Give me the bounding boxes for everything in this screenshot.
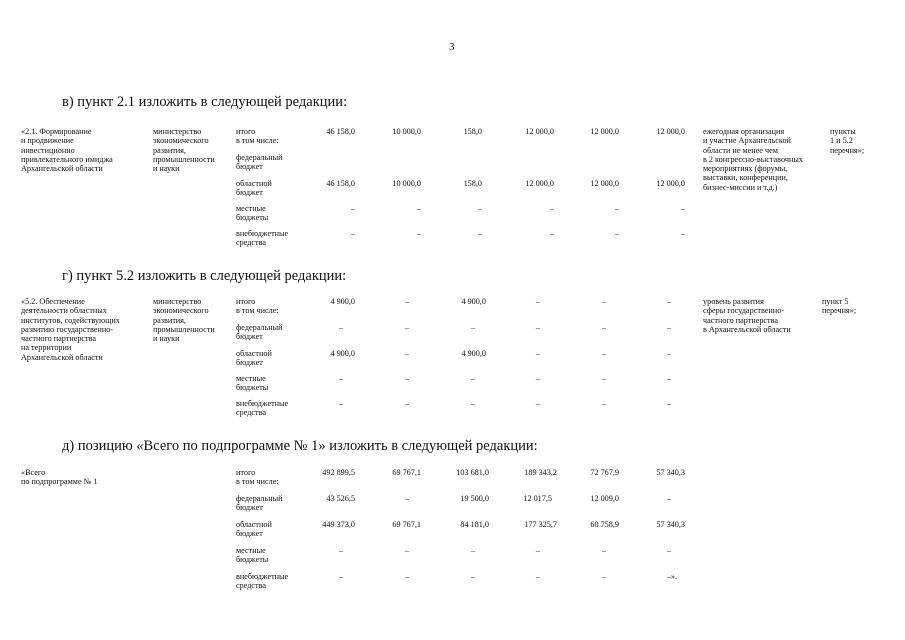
item-title: «Всего по подпрограмме № 1 [21, 468, 98, 487]
value-cell: 158,0 [463, 127, 482, 136]
value-cell: 57 340,3 [656, 468, 685, 477]
value-cell: – [614, 204, 619, 213]
value-cell: – [535, 323, 540, 332]
value-cell: – [680, 229, 685, 238]
value-cell: – [416, 229, 421, 238]
item-title: «2.1. Формирование и продвижение инвестиционно привлекательного имиджа Архангельской области [21, 127, 113, 174]
value-cell: – [601, 349, 606, 358]
value-cell: – [666, 494, 671, 503]
value-cell: – [549, 229, 554, 238]
row-label: итого в том числе: [236, 297, 279, 316]
value-cell: – [535, 349, 540, 358]
value-cell: 449 373,0 [322, 520, 355, 529]
value-cell: – [477, 204, 482, 213]
value-cell: 12 000,0 [525, 179, 554, 188]
value-cell: – [549, 204, 554, 213]
row-label: федеральный бюджет [236, 153, 283, 172]
row-label: местные бюджеты [236, 374, 269, 393]
value-cell: 69 767,1 [392, 468, 421, 477]
row-label: областной бюджет [236, 520, 272, 539]
row-label: внебюджетные средства [236, 229, 289, 248]
value-cell: – [470, 374, 475, 383]
value-cell: – [404, 349, 409, 358]
value-cell: – [350, 204, 355, 213]
value-cell: – [535, 572, 540, 581]
value-cell: – [404, 323, 409, 332]
value-cell: – [666, 374, 671, 383]
value-cell: 4 900,0 [461, 297, 486, 306]
value-cell: – [666, 297, 671, 306]
value-cell: – [338, 572, 343, 581]
value-cell: – [477, 229, 482, 238]
value-cell: – [535, 399, 540, 408]
value-cell: – [601, 399, 606, 408]
value-cell: 177 325,7 [524, 520, 557, 529]
row-label: итого в том числе: [236, 127, 279, 146]
value-cell: 12 000,0 [656, 179, 685, 188]
value-cell: – [601, 546, 606, 555]
value-cell: 12 000,0 [590, 127, 619, 136]
value-cell: – [404, 399, 409, 408]
value-cell: – [338, 323, 343, 332]
value-cell: 158,0 [463, 179, 482, 188]
row-label: федеральный бюджет [236, 494, 283, 513]
value-cell: 72 767,9 [590, 468, 619, 477]
value-cell: 12 017,5 [523, 494, 552, 503]
value-cell: – [601, 297, 606, 306]
value-cell: 4 900,0 [330, 349, 355, 358]
value-cell: 12 000,0 [525, 127, 554, 136]
section-heading: г) пункт 5.2 изложить в следующей редакции: [62, 268, 347, 284]
value-cell: – [666, 323, 671, 332]
value-cell: 189 343,2 [524, 468, 557, 477]
value-cell: 492 899,5 [322, 468, 355, 477]
value-cell: 10 000,0 [392, 179, 421, 188]
value-cell: 60 758,9 [590, 520, 619, 529]
value-cell: – [601, 572, 606, 581]
row-label: областной бюджет [236, 179, 272, 198]
row-label: федеральный бюджет [236, 323, 283, 342]
row-label: внебюджетные средства [236, 399, 289, 418]
row-label: местные бюджеты [236, 546, 269, 565]
value-cell: – [680, 204, 685, 213]
value-cell: – [601, 374, 606, 383]
value-cell: – [350, 229, 355, 238]
value-cell: – [470, 546, 475, 555]
value-cell: – [404, 546, 409, 555]
value-cell: – [338, 546, 343, 555]
executor: министерство экономического развития, промышленности и науки [153, 297, 215, 344]
value-cell: 4 900,0 [461, 349, 486, 358]
value-cell: – [470, 323, 475, 332]
value-cell: – [416, 204, 421, 213]
value-cell: – [614, 229, 619, 238]
value-cell: – [404, 572, 409, 581]
value-cell: 57 340,3 [656, 520, 685, 529]
value-cell: – [666, 546, 671, 555]
expected-result: ежегодная организация и участие Архангельской области не менее чем в 2 конгрессно-выставочных мероприятиях (форумы, выставки, конференции, бизнес-миссии и т.д.) [703, 127, 803, 192]
value-cell: – [535, 546, 540, 555]
value-cell: 84 181,0 [460, 520, 489, 529]
expected-result: уровень развития сферы государственно- частного партнерства в Архангельской области [703, 297, 791, 334]
value-cell: 12 000,0 [656, 127, 685, 136]
row-label: внебюджетные средства [236, 572, 289, 591]
value-cell: 46 158,0 [326, 127, 355, 136]
value-cell: 4 900,0 [330, 297, 355, 306]
value-cell: – [601, 323, 606, 332]
executor: министерство экономического развития, промышленности и науки [153, 127, 215, 174]
value-cell: – [338, 374, 343, 383]
value-cell: 12 000,0 [590, 179, 619, 188]
value-cell: – [338, 399, 343, 408]
value-cell: – [404, 374, 409, 383]
section-heading: в) пункт 2.1 изложить в следующей редакции: [62, 94, 348, 110]
value-cell: 10 000,0 [392, 127, 421, 136]
reference: пункт 5 перечня»; [822, 297, 857, 316]
reference: пункты 1 и 5.2 перечня»; [830, 127, 865, 155]
value-cell: – [535, 297, 540, 306]
value-cell: – [470, 572, 475, 581]
value-cell: 19 500,0 [460, 494, 489, 503]
value-cell: 69 767,1 [392, 520, 421, 529]
row-label: местные бюджеты [236, 204, 269, 223]
value-cell: – [535, 374, 540, 383]
value-cell: 103 681,0 [456, 468, 489, 477]
section-heading: д) позицию «Всего по подпрограмме № 1» изложить в следующей редакции: [62, 438, 538, 454]
value-cell: – [404, 494, 409, 503]
value-cell: – [666, 399, 671, 408]
value-cell: –». [666, 572, 677, 581]
value-cell: – [470, 399, 475, 408]
page-number: 3 [449, 41, 455, 53]
item-title: «5.2. Обеспечение деятельности областных институтов, содействующих развитию государственно- частного партнерства на территории Архангельской области [21, 297, 120, 362]
value-cell: 46 158,0 [326, 179, 355, 188]
value-cell: 43 526,5 [326, 494, 355, 503]
row-label: областной бюджет [236, 349, 272, 368]
value-cell: – [404, 297, 409, 306]
row-label: итого в том числе: [236, 468, 279, 487]
value-cell: 12 009,0 [590, 494, 619, 503]
value-cell: – [666, 349, 671, 358]
